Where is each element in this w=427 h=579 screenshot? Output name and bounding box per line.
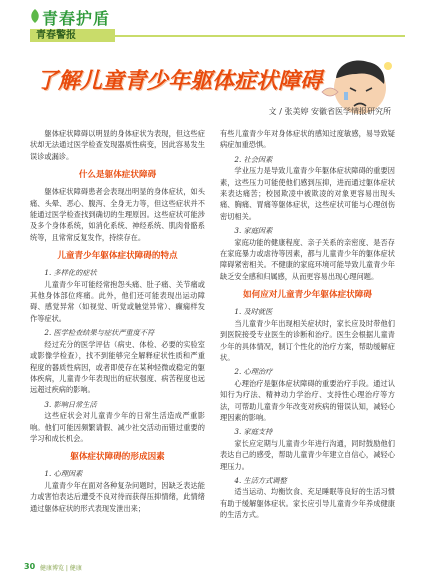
subheading: 3. 家庭支持 (234, 427, 273, 437)
page-number: 30 (24, 562, 36, 571)
paragraph: 儿童青少年在面对各种复杂问题时，因缺乏表达能力或害怕表达后遭受不良对待而获得压抑情绪，此情绪通过躯体症状的形式表现发泄出来； (30, 480, 205, 513)
subheading: 2. 医学检查结果与症状严重度不符 (44, 328, 155, 338)
paragraph: 当儿童青少年出现相关症状时，家长应及时带他们到医院接受专业医生的诊断和治疗。医生会根据儿童青少年的具体情况，制订个性化的治疗方案，帮助缓解症状。 (220, 318, 395, 362)
paragraph: 家庭功能的健康程度、亲子关系的亲密度、是否存在家庭暴力或虐待等因素，都与儿童青少年的躯体症状障碍紧密相关。不健康的家庭环境可能导致儿童青少年缺乏安全感和归属感，从而更容易出现心理问题。 (220, 237, 395, 281)
right-column (220, 128, 395, 521)
article-title: 了解儿童青少年躯体症状障碍 (36, 69, 323, 94)
section-heading: 如何应对儿童青少年躯体症状障碍 (243, 290, 372, 301)
left-column (30, 128, 205, 514)
paragraph: 家长应定期与儿童青少年进行沟通，同时鼓励他们表达自己的感受，帮助儿童青少年建立自信心，减轻心理压力。 (220, 438, 395, 471)
subheading: 4. 生活方式调整 (234, 475, 287, 485)
paragraph: 经过充分的医学评估（病史、体检、必要的实验室或影像学检查），找不到能够完全解释症状性质和严重程度的器质性病因，或者即使存在某种轻微或稳定的躯体疾病，儿童青少年表现出的症状强度、病苦程度也远远超过疾病的影响。 (30, 339, 205, 395)
subheading: 1. 多样化的症状 (44, 268, 97, 278)
subheading: 3. 家庭因素 (234, 226, 273, 236)
intro-paragraph: 躯体症状障碍以明显的身体症状为表现，但这些症状却无法通过医学检查发现器质性病变，因此容易发生误诊或漏诊。 (30, 129, 205, 161)
paragraph: 学业压力是导致儿童青少年躯体症状障碍的重要因素，这些压力可能使他们感到压抑，进而通过躯体症状来表达痛苦；校园欺凌中被欺凌的对象更容易出现头痛、胸痛、胃痛等躯体症状，这些症状可能与心理创伤密切相关。 (220, 166, 395, 221)
paragraph: 适当运动、均衡饮食、充足睡眠等良好的生活习惯有助于缓解躯体症状。家长应引导儿童青少年养成健康的生活方式。 (220, 487, 395, 520)
paragraph: 躯体症状障碍患者会表现出明显的身体症状，如头痛、头晕、恶心、腹泻、全身无力等，但这些症状并不能通过医学检查找到确切的生理原因。这些症状可能涉及多个身体系统，如消化系统、神经系统、肌肉骨骼系统等，且常常反复发作，持续存在。 (30, 187, 205, 242)
header-rule (115, 35, 405, 37)
column-name: 青春护盾 (42, 9, 111, 28)
subheading: 2. 社会因素 (234, 154, 273, 164)
subheading: 1. 心理因素 (44, 469, 83, 479)
paragraph: 这些症状会对儿童青少年的日常生活造成严重影响。他们可能因频繁请假、减少社交活动而错过重要的学习和成长机会。 (30, 411, 205, 443)
paragraph: 有些儿童青少年对身体症状的感知过度敏感，易导致疑病症加重恐惧。 (220, 129, 395, 150)
subheading: 2. 心理治疗 (234, 367, 273, 377)
leaf-icon (30, 9, 40, 23)
section-heading: 儿童青少年躯体症状障碍的特点 (57, 251, 178, 262)
subheading: 3. 影响日常生活 (44, 399, 97, 409)
subheading: 1. 及时就医 (234, 307, 273, 317)
sub-column-name: 青春警报 (36, 30, 76, 41)
paragraph: 心理治疗是躯体症状障碍的重要治疗手段。通过认知行为疗法、精神动力学治疗、支持性心理治疗等方法，可帮助儿童青少年改变对疾病的错误认知，减轻心理因素的影响。 (220, 378, 395, 422)
section-heading: 什么是躯体症状障碍 (78, 170, 157, 181)
magazine-name: 健康博览 | 健康 (40, 565, 82, 572)
author-line: 文 / 张美婷 安徽省医学情报研究所 (268, 107, 391, 116)
paragraph: 儿童青少年可能经常抱怨头痛、肚子痛、关节痛或其他身体部位疼痛。此外，他们还可能表现出运动障碍、感觉异常（如视觉、听觉或触觉异常）、癫痫样发作等症状。 (30, 279, 205, 323)
section-heading: 躯体症状障碍的形成因素 (70, 452, 165, 463)
